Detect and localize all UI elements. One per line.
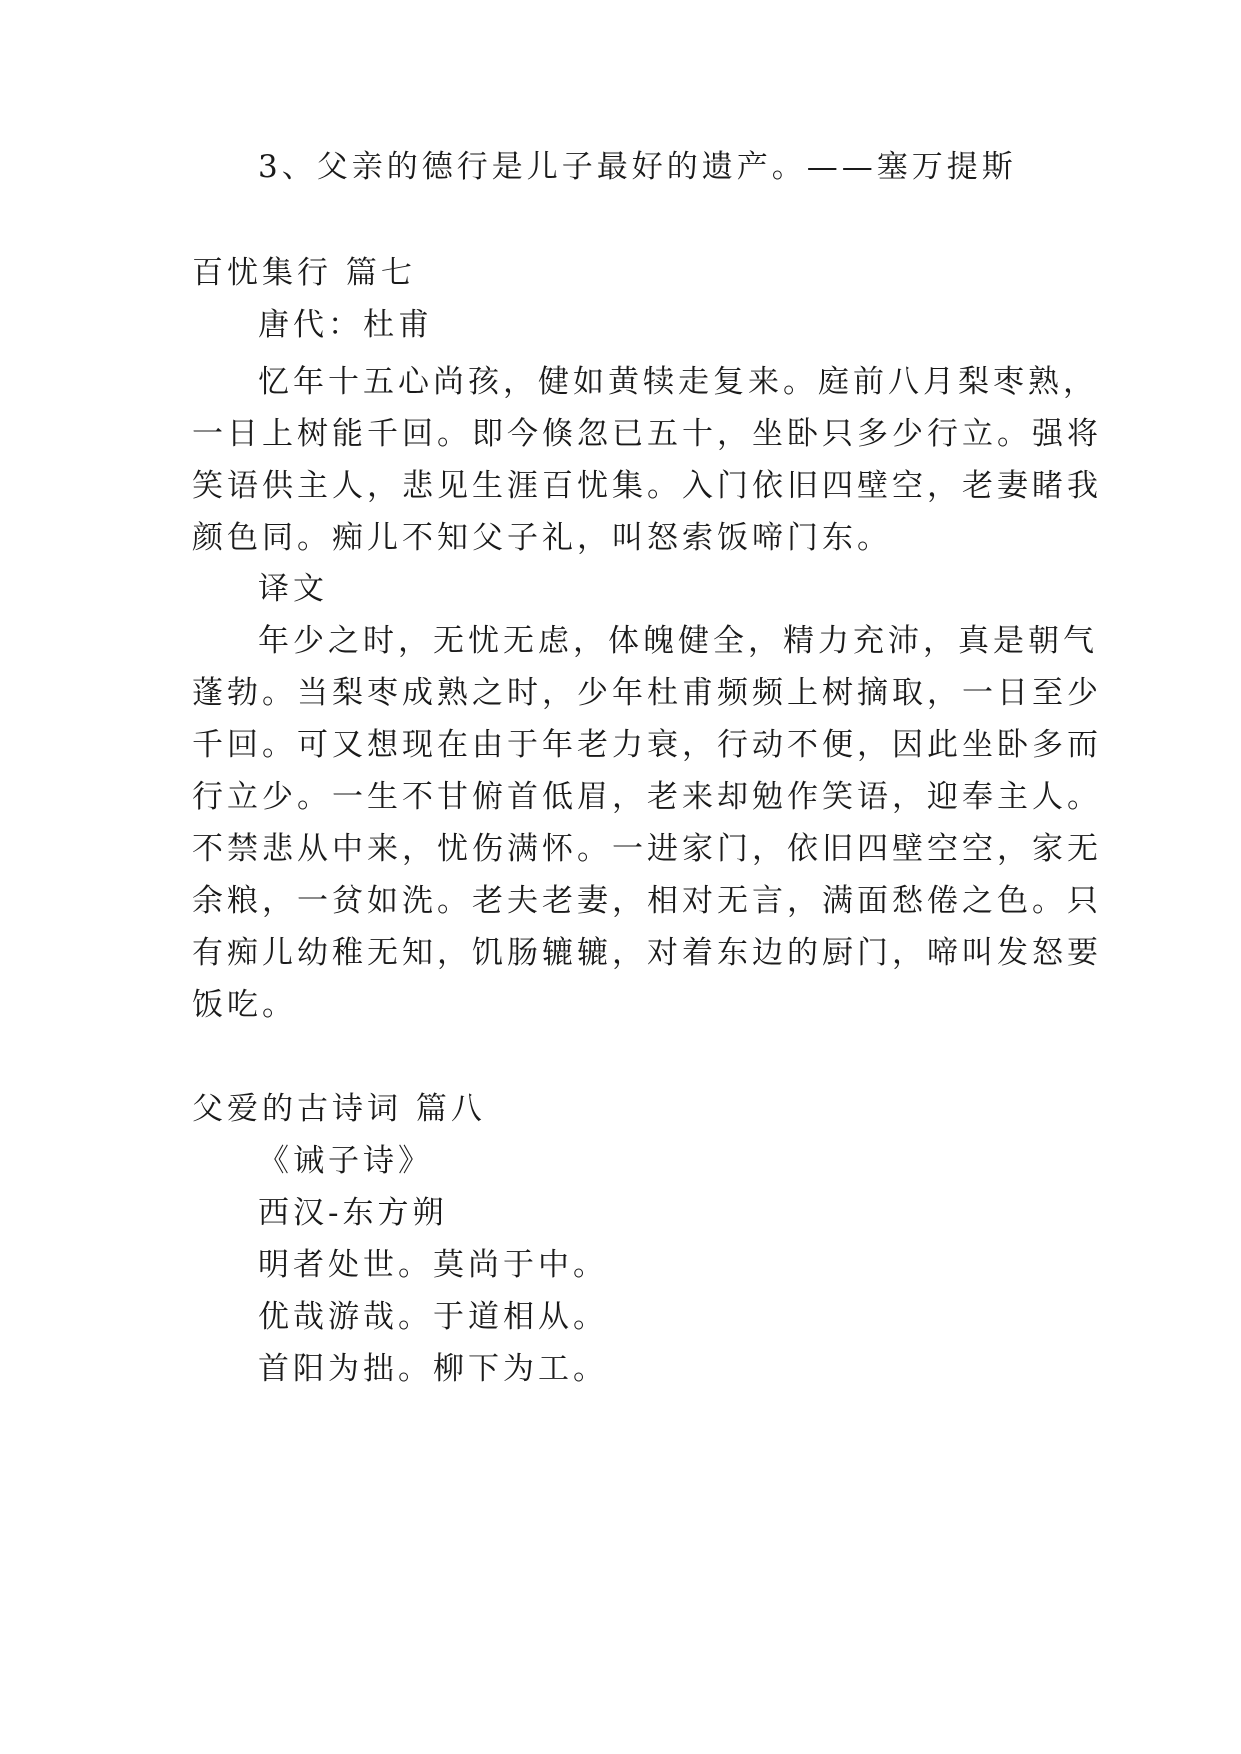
- quote-line: 3、父亲的德行是儿子最好的遗产。——塞万提斯: [258, 149, 1017, 185]
- translation-line: 千回。可又想现在由于年老力衰，行动不便，因此坐卧多而: [192, 727, 1102, 763]
- poem-line: 首阳为拙。柳下为工。: [258, 1351, 608, 1387]
- translation-line: 有痴儿幼稚无知，饥肠辘辘，对着东边的厨门，啼叫发怒要: [192, 935, 1102, 971]
- poem-line: 颜色同。痴儿不知父子礼，叫怒索饭啼门东。: [192, 520, 892, 556]
- section-8-poem-title: 《诫子诗》: [258, 1143, 433, 1179]
- poem-line: 忆年十五心尚孩，健如黄犊走复来。庭前八月梨枣熟，: [258, 364, 1098, 400]
- section-7-heading: 百忧集行 篇七: [192, 255, 416, 291]
- poem-line: 笑语供主人，悲见生涯百忧集。入门依旧四壁空，老妻睹我: [192, 468, 1102, 504]
- translation-line: 年少之时，无忧无虑，体魄健全，精力充沛，真是朝气: [258, 623, 1098, 659]
- translation-label: 译文: [258, 571, 328, 607]
- translation-line: 饭吃。: [192, 987, 297, 1023]
- translation-line: 行立少。一生不甘俯首低眉，老来却勉作笑语，迎奉主人。: [192, 779, 1102, 815]
- section-7-author: 唐代：杜甫: [258, 307, 433, 343]
- translation-line: 不禁悲从中来，忧伤满怀。一进家门，依旧四壁空空，家无: [192, 831, 1102, 867]
- section-8-author: 西汉-东方朔: [258, 1195, 448, 1231]
- poem-line: 一日上树能千回。即今倏忽已五十，坐卧只多少行立。强将: [192, 416, 1102, 452]
- translation-line: 余粮，一贫如洗。老夫老妻，相对无言，满面愁倦之色。只: [192, 883, 1102, 919]
- poem-line: 优哉游哉。于道相从。: [258, 1299, 608, 1335]
- poem-line: 明者处世。莫尚于中。: [258, 1247, 608, 1283]
- section-8-heading: 父爱的古诗词 篇八: [192, 1091, 486, 1127]
- translation-line: 蓬勃。当梨枣成熟之时，少年杜甫频频上树摘取，一日至少: [192, 675, 1102, 711]
